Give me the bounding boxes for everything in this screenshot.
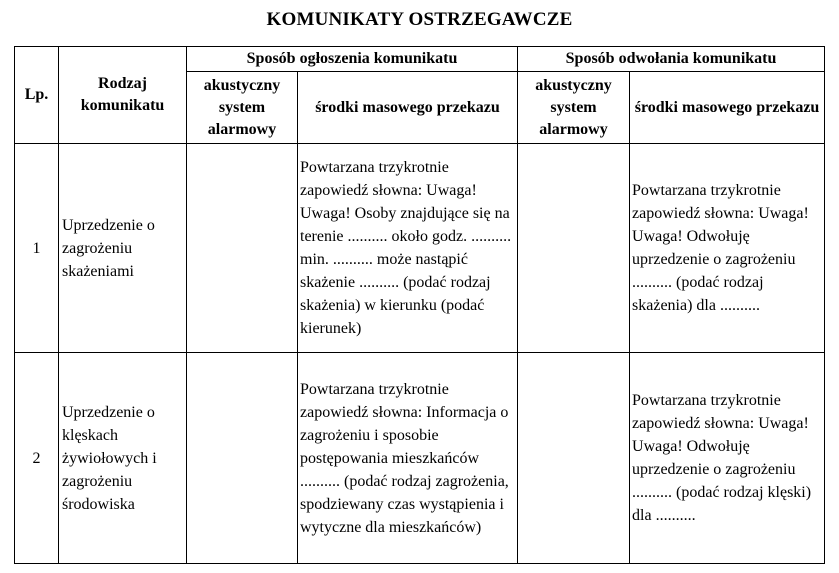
table-row: [15, 144, 825, 353]
header-cancel-acoustic: akustyczny system alarmowy: [518, 72, 630, 144]
header-cancel-media: środki masowego przekazu: [630, 72, 825, 144]
header-type: Rodzaj komunikatu: [59, 47, 187, 144]
header-lp: Lp.: [15, 47, 59, 144]
row-number: 2: [15, 353, 59, 564]
header-cancel-group: Sposób odwołania komunikatu: [518, 47, 825, 72]
cancel-media-cell: Powtarzana trzykrotnie zapowiedź słowna: Uwaga! Uwaga! Odwołuję uprzedzenie o zagrożeniu .......... (podać rodzaj klęski) dla ..........: [630, 353, 825, 564]
header-announce-group: Sposób ogłoszenia komunikatu: [187, 47, 518, 72]
header-announce-media: środki masowego przekazu: [298, 72, 518, 144]
cancel-acoustic-cell: [518, 144, 630, 353]
cancel-acoustic-cell: [518, 353, 630, 564]
announce-media-cell: Powtarzana trzykrotnie zapowiedź słowna: Informacja o zagrożeniu i sposobie postępowania mieszkańców .......... (podać rodzaj zagrożenia, spodziewany czas wystąpienia i wytyczne dla mieszkańców): [298, 353, 518, 564]
row-number: 1: [15, 144, 59, 353]
announce-acoustic-cell: [187, 144, 298, 353]
warning-messages-table: [14, 46, 825, 564]
header-announce-acoustic: akustyczny system alarmowy: [187, 72, 298, 144]
announce-media-cell: Powtarzana trzykrotnie zapowiedź słowna: Uwaga! Uwaga! Osoby znajdujące się na terenie .......... około godz. .......... min. .......... może nastąpić skażenie .......... (podać rodzaj skażenia) w kierunku (podać kierunek): [298, 144, 518, 353]
document-title: KOMUNIKATY OSTRZEGAWCZE: [266, 9, 573, 30]
message-type: Uprzedzenie o klęskach żywiołowych i zagrożeniu środowiska: [59, 353, 187, 564]
message-type: Uprzedzenie o zagrożeniu skażeniami: [59, 144, 187, 353]
table-row: [15, 353, 825, 564]
announce-acoustic-cell: [187, 353, 298, 564]
cancel-media-cell: Powtarzana trzykrotnie zapowiedź słowna: Uwaga! Uwaga! Odwołuję uprzedzenie o zagrożeniu .......... (podać rodzaj skażenia) dla ..........: [630, 144, 825, 353]
header-row-groups: [15, 47, 825, 72]
